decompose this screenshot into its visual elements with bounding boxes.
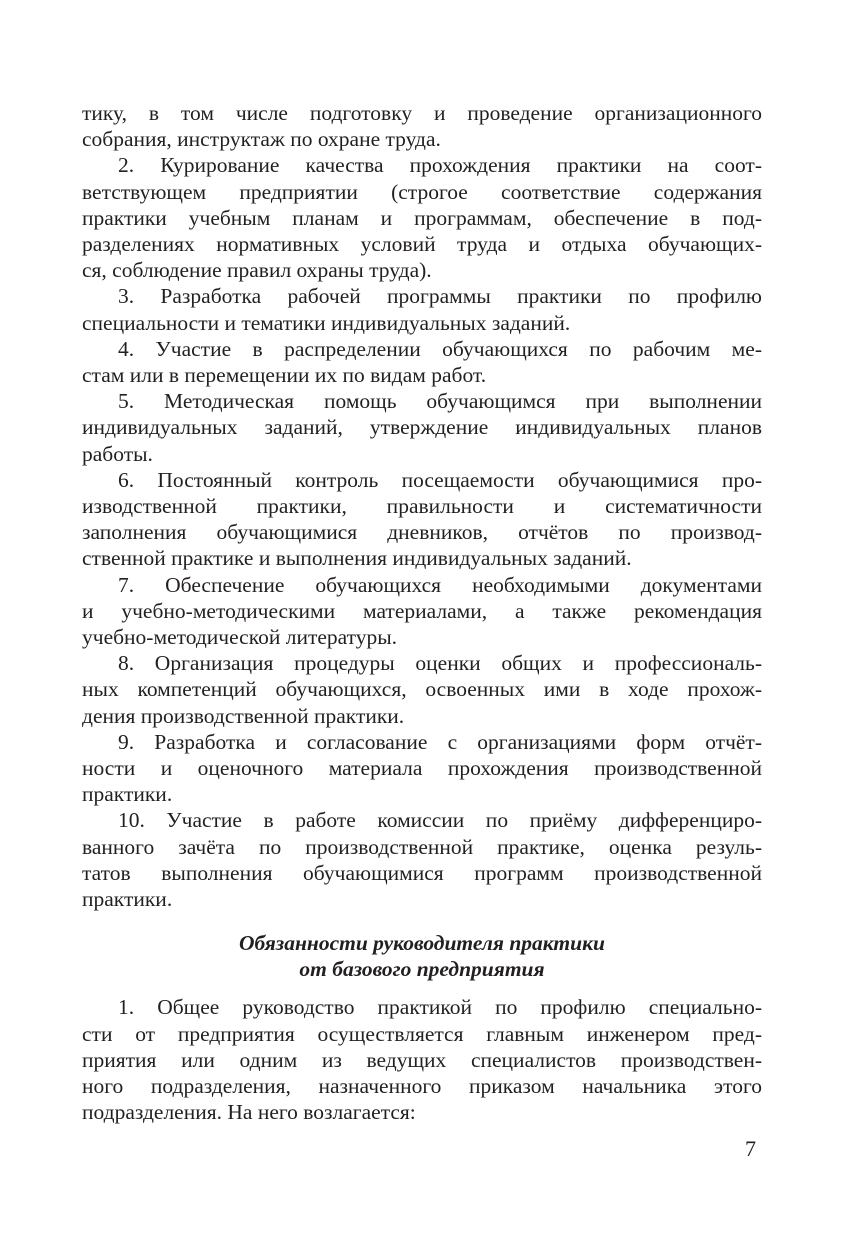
text-line: специальности и тематики индивидуальных заданий. bbox=[82, 310, 571, 335]
list-item-9 bbox=[82, 729, 762, 808]
text-line: 1. Общее руководство практикой по профилю специально- bbox=[118, 995, 762, 1020]
text-line: приятия или одним из ведущих специалистов производствен- bbox=[82, 1047, 762, 1072]
text-line: 7. Обеспечение обучающихся необходимыми документами bbox=[118, 572, 762, 597]
text-line: татов выполнения обучающимися программ производственной bbox=[82, 860, 762, 885]
section-list-item-1 bbox=[82, 994, 762, 1125]
text-line: изводственной практики, правильности и систематичности bbox=[82, 494, 762, 519]
text-line: ветствующем предприятии (строгое соответствие содержания bbox=[82, 179, 762, 204]
text-line: работы. bbox=[82, 441, 153, 466]
text-line: стам или в перемещении их по видам работ. bbox=[82, 363, 487, 388]
text-line: ных компетенций обучающихся, освоенных ими в ходе прохож- bbox=[82, 677, 762, 702]
text-line: практики. bbox=[82, 782, 173, 807]
text-line: ванного зачёта по производственной практике, оценка резуль- bbox=[82, 834, 762, 859]
list-item-6 bbox=[82, 467, 762, 572]
list-item-3 bbox=[82, 283, 762, 335]
text-line: ного подразделения, назначенного приказом начальника этого bbox=[82, 1073, 762, 1098]
page-number: 7 bbox=[745, 1136, 756, 1161]
text-line: тику, в том числе подготовку и проведение организационного bbox=[82, 101, 762, 125]
text-line: 4. Участие в распределении обучающихся по рабочим ме- bbox=[118, 336, 762, 361]
page-body bbox=[82, 100, 762, 1125]
list-item-10 bbox=[82, 807, 762, 912]
text-line: практики. bbox=[82, 887, 173, 912]
text-line: 9. Разработка и согласование с организациями форм отчёт- bbox=[118, 729, 762, 754]
text-line: сти от предприятия осуществляется главным инженером пред- bbox=[82, 1021, 762, 1046]
text-line: разделениях нормативных условий труда и отдыха обучающих- bbox=[82, 232, 762, 257]
list-item-7 bbox=[82, 572, 762, 651]
text-line: дения производственной практики. bbox=[82, 703, 405, 728]
section-heading-line: Обязанности руководителя практики bbox=[239, 931, 605, 956]
text-line: 5. Методическая помощь обучающимся при выполнении bbox=[118, 389, 762, 414]
text-line: индивидуальных заданий, утверждение индивидуальных планов bbox=[82, 415, 762, 440]
text-line: заполнения обучающимися дневников, отчётов по производ- bbox=[82, 520, 762, 545]
paragraph-continuation bbox=[82, 100, 762, 152]
list-item-5 bbox=[82, 388, 762, 467]
text-line: 2. Курирование качества прохождения практики на соот- bbox=[118, 153, 762, 178]
text-line: ственной практике и выполнения индивидуальных заданий. bbox=[82, 546, 632, 571]
list-item-2 bbox=[82, 152, 762, 283]
list-item-4 bbox=[82, 336, 762, 388]
text-line: 8. Организация процедуры оценки общих и профессиональ- bbox=[118, 651, 762, 676]
text-line: 3. Разработка рабочей программы практики по профилю bbox=[118, 284, 762, 309]
section-heading-line: от базового предприятия bbox=[299, 957, 545, 982]
section-heading bbox=[82, 930, 762, 982]
text-line: 10. Участие в работе комиссии по приёму дифференциро- bbox=[118, 808, 762, 833]
text-line: учебно-методической литературы. bbox=[82, 625, 398, 650]
text-line: 6. Постоянный контроль посещаемости обучающимися про- bbox=[118, 467, 762, 492]
text-line: ности и оценочного материала прохождения производственной bbox=[82, 756, 762, 781]
list-item-8 bbox=[82, 650, 762, 729]
text-line: собрания, инструктаж по охране труда. bbox=[82, 127, 441, 152]
text-line: ся, соблюдение правил охраны труда). bbox=[82, 258, 432, 283]
text-line: подразделения. На него возлагается: bbox=[82, 1100, 416, 1125]
text-line: практики учебным планам и программам, обеспечение в под- bbox=[82, 205, 762, 230]
text-line: и учебно-методическими материалами, а также рекомендация bbox=[82, 598, 762, 623]
